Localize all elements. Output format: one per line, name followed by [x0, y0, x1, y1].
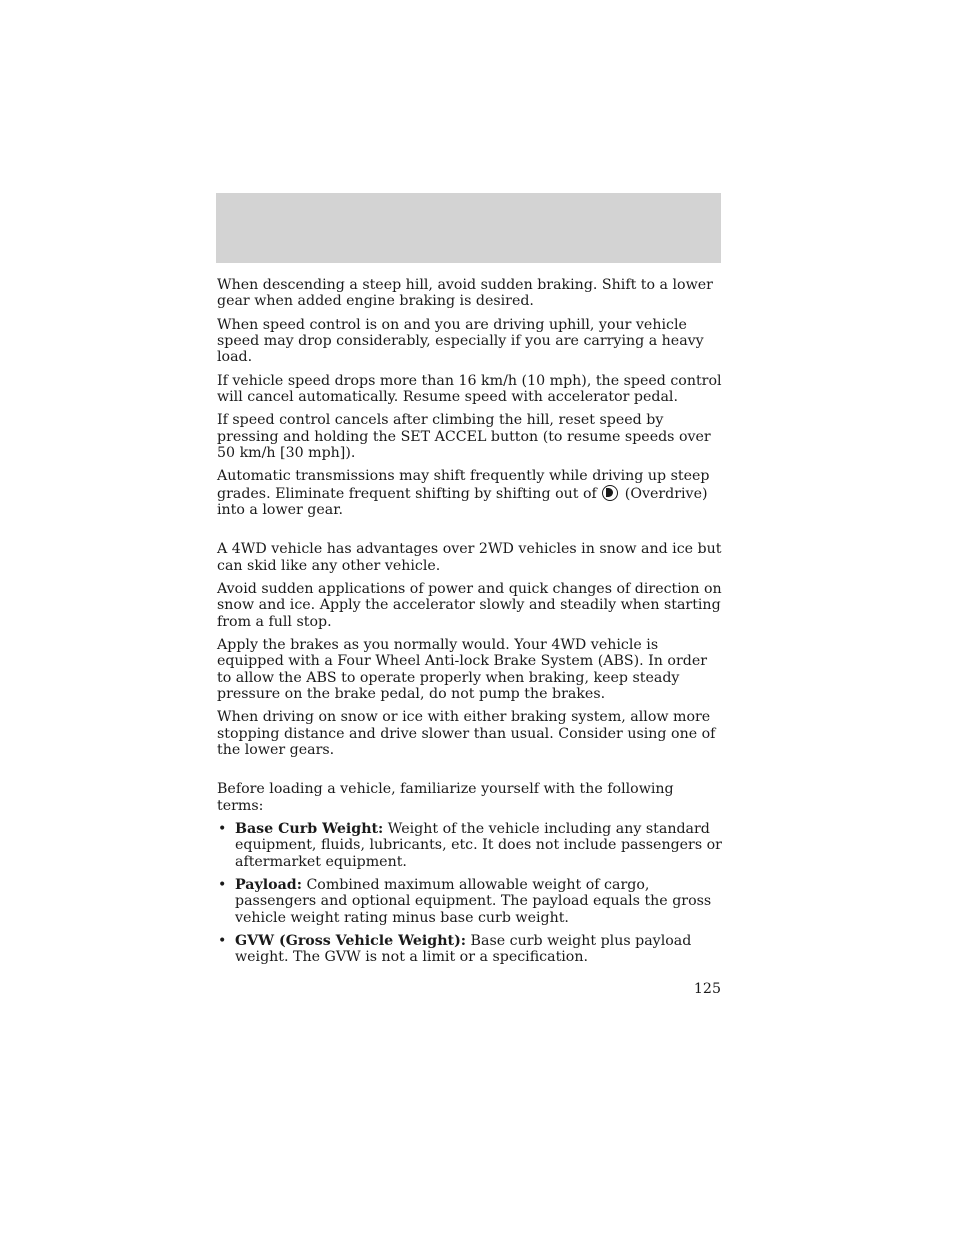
term-definition: Base curb weight plus payload weight. The GVW is not a limit or a specification. [235, 932, 692, 966]
page-number: 125 [693, 981, 721, 997]
header-band [216, 193, 721, 263]
paragraph-text: Automatic transmissions may shift frequently while driving up steep grades. Eliminate frequent shifting by shifting out of [217, 468, 710, 502]
overdrive-icon [602, 485, 618, 501]
loading-intro: Before loading a vehicle, familiarize yourself with the following terms: [217, 781, 674, 814]
paragraph: Apply the brakes as you normally would. Your 4WD vehicle is equipped with a Four Wheel Anti-lock Brake System (ABS). In order to allow the ABS to operate properly when braking, keep steady pressure on the brake pedal, do not pump the brakes. [217, 636, 708, 703]
paragraph: When descending a steep hill, avoid sudden braking. Shift to a lower gear when added engine braking is desired. [217, 277, 713, 310]
paragraph: Avoid sudden applications of power and quick changes of direction on snow and ice. Apply the accelerator slowly and steadily when starting from a full stop. [217, 580, 722, 630]
list-item [217, 821, 723, 870]
paragraph: When driving on snow or ice with either braking system, allow more stopping distance and drive slower than usual. Consider using one of the lower gears. [217, 709, 716, 759]
term-label: GVW (Gross Vehicle Weight): [235, 932, 467, 949]
term-definition: Combined maximum allowable weight of cargo, passengers and optional equipment. The payload equals the gross vehicle weight rating minus base curb weight. [235, 876, 712, 926]
paragraph-text: (Overdrive) into a lower gear. [217, 485, 708, 519]
paragraph: A 4WD vehicle has advantages over 2WD vehicles in snow and ice but can skid like any other vehicle. [217, 541, 722, 574]
bullet-icon: • [218, 876, 227, 893]
term-definition: Weight of the vehicle including any standard equipment, fluids, lubricants, etc. It does not include passengers or aftermarket equipment. [235, 820, 722, 870]
paragraph: If speed control cancels after climbing the hill, reset speed by pressing and holding the SET ACCEL button (to resume speeds over 50 km/h [30 mph]). [217, 412, 711, 462]
overdrive-paragraph [217, 468, 723, 518]
list-item [217, 933, 723, 966]
term-label: Payload: [235, 876, 302, 893]
term-label: Base Curb Weight: [235, 820, 384, 837]
paragraph: When speed control is on and you are driving uphill, your vehicle speed may drop considerably, especially if you are carrying a heavy load. [217, 316, 704, 366]
terms-list [217, 821, 723, 966]
bullet-icon: • [218, 820, 227, 837]
bullet-icon: • [218, 932, 227, 949]
section-gap [217, 525, 723, 541]
section-gap [217, 765, 723, 781]
page-content [217, 277, 723, 973]
list-item [217, 877, 723, 926]
paragraph: If vehicle speed drops more than 16 km/h (10 mph), the speed control will cancel automatically. Resume speed with accelerator pedal. [217, 372, 722, 406]
